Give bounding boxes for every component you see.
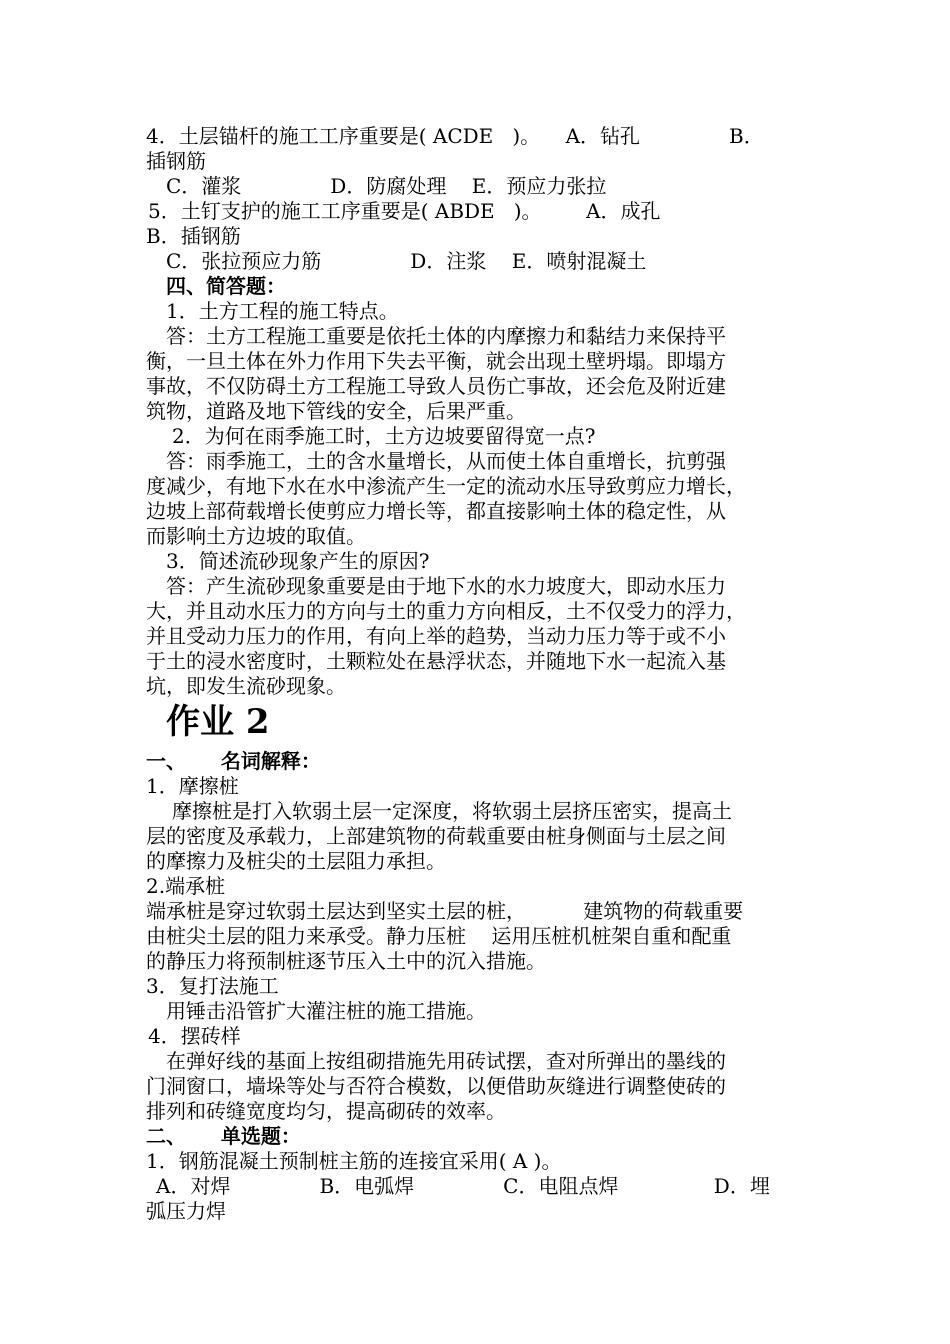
term-2-title: 2.端承桩 <box>146 874 226 898</box>
term-3-def: 用锤击沿管扩大灌注桩的施工措施。 <box>166 999 486 1023</box>
term-3-title: 3．复打法施工 <box>146 974 279 998</box>
sa-a1-line: 筑物，道路及地下管线的安全，后果严重。 <box>146 399 526 423</box>
q5-line: 5．土钉支护的施工工序重要是( ABDE )。 A．成孔 <box>148 199 661 223</box>
section-heading-terms: 一、 名词解释： <box>146 749 321 773</box>
sc-q1: 1．钢筋混凝土预制桩主筋的连接宜采用( A )。 <box>146 1149 562 1173</box>
term-1-def: 层的密度及承载力，上部建筑物的荷载重要由桩身侧面与土层之间 <box>146 824 726 848</box>
term-4-def: 在弹好线的基面上按组砌措施先用砖试摆，查对所弹出的墨线的 <box>166 1049 726 1073</box>
term-1-title: 1．摩擦桩 <box>146 774 239 798</box>
term-1-def: 的摩擦力及桩尖的土层阻力承担。 <box>146 849 446 873</box>
sa-a2-line: 边坡上部荷载增长使剪应力增长等，都直接影响土体的稳定性，从 <box>146 499 726 523</box>
sa-q1: 1．土方工程的施工特点。 <box>166 299 399 323</box>
q4-line-cont: 插钢筋 <box>146 149 206 173</box>
sa-a2-line: 而影响土方边坡的取值。 <box>146 524 366 548</box>
sa-a3-line: 大，并且动水压力的方向与土的重力方向相反，土不仅受力的浮力， <box>146 599 746 623</box>
sa-a1-line: 事故，不仅防碍土方工程施工导致人员伤亡事故，还会危及附近建 <box>146 374 726 398</box>
assignment-title: 作业 2 <box>166 702 270 742</box>
sa-a3-line: 于土的浸水密度时，土颗粒处在悬浮状态，并随地下水一起流入基 <box>146 649 726 673</box>
term-2-def: 端承桩是穿过软弱土层达到坚实土层的桩， 建筑物的荷载重要 <box>146 899 744 923</box>
term-4-def: 门洞窗口，墙垛等处与否符合模数，以便借助灰缝进行调整使砖的 <box>146 1074 726 1098</box>
sa-a3-line: 坑，即发生流砂现象。 <box>146 674 346 698</box>
section-heading-single-choice: 二、 单选题： <box>146 1124 301 1148</box>
term-2-def: 由桩尖土层的阻力来承受。静力压桩 运用压桩机桩架自重和配重 <box>146 924 732 948</box>
section-heading-short-answer: 四、简答题： <box>166 274 286 298</box>
sa-a3-line: 答：产生流砂现象重要是由于地下水的水力坡度大，即动水压力 <box>166 574 726 598</box>
sa-a1-line: 答：土方工程施工重要是依托土体的内摩擦力和黏结力来保持平 <box>166 324 726 348</box>
sa-a2-line: 答：雨季施工，土的含水量增长，从而使土体自重增长，抗剪强 <box>166 449 726 473</box>
sc-q1-options: A．对焊 B．电弧焊 C．电阻点焊 D．埋 <box>156 1174 770 1198</box>
sa-a2-line: 度减少，有地下水在水中渗流产生一定的流动水压导致剪应力增长， <box>146 474 746 498</box>
q5-options: C．张拉预应力筋 D．注浆 E．喷射混凝土 <box>166 249 647 273</box>
term-4-title: 4．摆砖样 <box>148 1024 241 1048</box>
q4-line: 4．土层锚杆的施工工序重要是( ACDE )。 A．钻孔 B． <box>146 124 764 148</box>
q5-option-b: B．插钢筋 <box>146 224 241 248</box>
term-1-def: 摩擦桩是打入软弱土层一定深度，将软弱土层挤压密实，提高土 <box>172 799 732 823</box>
sc-q1-options-cont: 弧压力焊 <box>146 1199 226 1223</box>
sa-q3: 3．简述流砂现象产生的原因? <box>166 549 430 573</box>
sa-a1-line: 衡，一旦土体在外力作用下失去平衡，就会出现土壁坍塌。即塌方 <box>146 349 726 373</box>
sa-a3-line: 并且受动力压力的作用，有向上举的趋势，当动力压力等于或不小 <box>146 624 726 648</box>
term-2-def: 的静压力将预制桩逐节压入土中的沉入措施。 <box>146 949 546 973</box>
sa-q2: 2．为何在雨季施工时，土方边坡要留得宽一点? <box>172 424 596 448</box>
q4-options: C．灌浆 D．防腐处理 E．预应力张拉 <box>166 174 607 198</box>
term-4-def: 排列和砖缝宽度均匀，提高砌砖的效率。 <box>146 1099 506 1123</box>
